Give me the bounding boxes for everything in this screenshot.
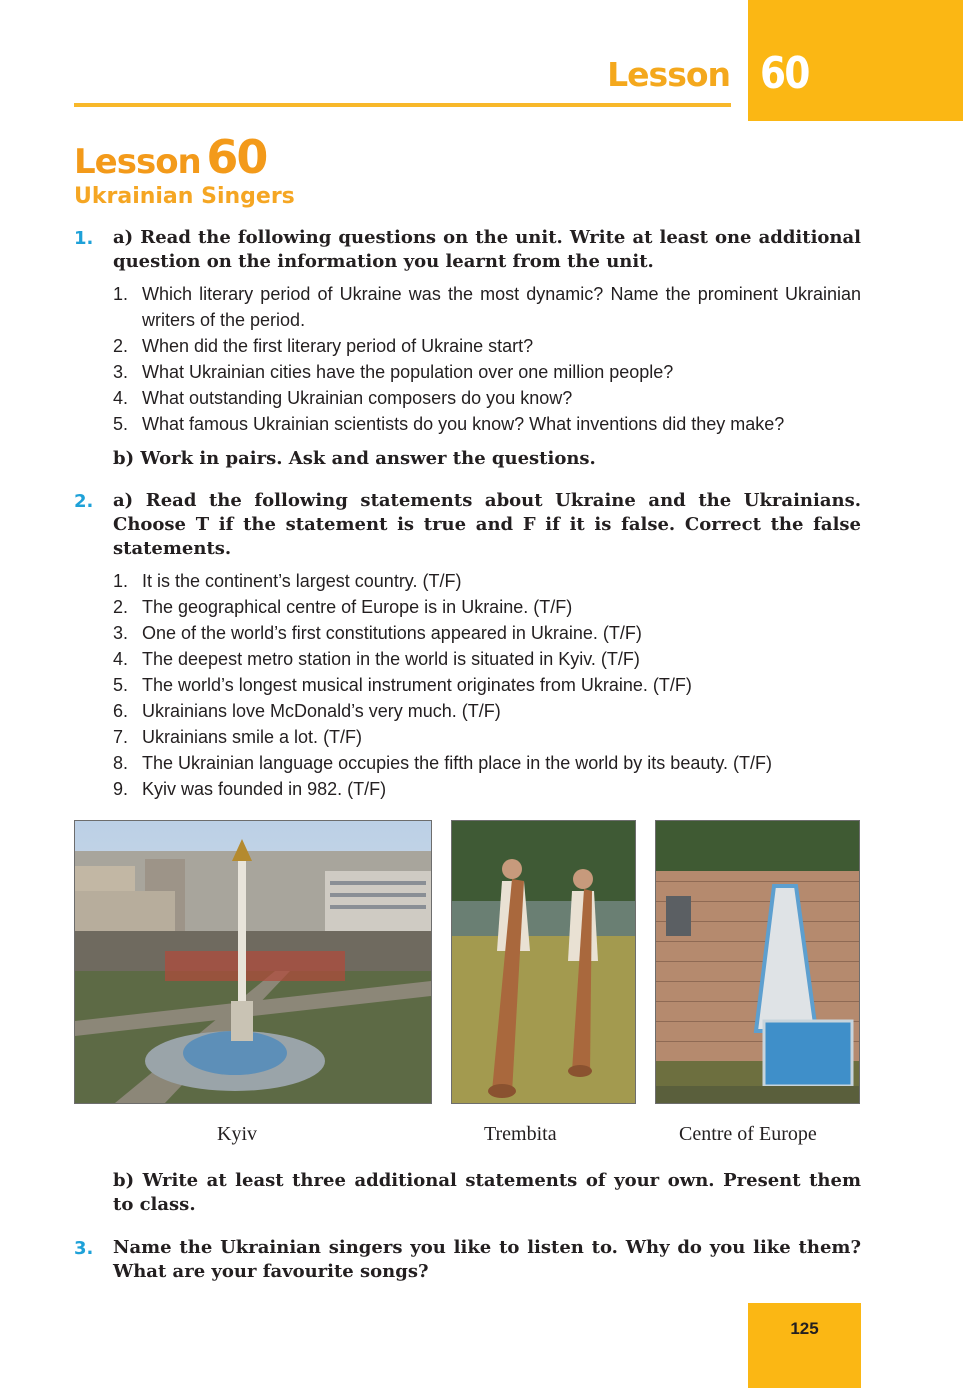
task-3-instruction: Name the Ukrainian singers you like to listen to. Why do you like them? What are your favourite songs?	[113, 1237, 861, 1282]
trembita-caption: Trembita	[484, 1123, 557, 1145]
task-2-statement-list	[113, 568, 861, 802]
header-lesson-number: 60	[760, 48, 809, 99]
header-rule	[74, 103, 731, 107]
centre-of-europe-caption: Centre of Europe	[679, 1123, 817, 1145]
list-item: 2. When did the first literary period of Ukraine start?	[113, 336, 534, 356]
trembita-photo	[451, 820, 636, 1104]
page-number: 125	[790, 1319, 819, 1338]
task-1b-instruction: b) Work in pairs. Ask and answer the questions.	[113, 448, 596, 469]
task-2a-instruction: a) Read the following statements about Ukraine and the Ukrainians. Choose T if the statement is true and F if it is false. Correct the false statements.	[113, 490, 861, 559]
list-item: 1. It is the continent’s largest country. (T/F)	[113, 571, 462, 591]
kyiv-caption: Kyiv	[217, 1123, 257, 1145]
list-item: 9. Kyiv was founded in 982. (T/F)	[113, 779, 387, 799]
task-2-number: 2.	[74, 491, 94, 512]
list-item: 2. The geographical centre of Europe is in Ukraine. (T/F)	[113, 597, 573, 617]
page-number-box	[748, 1303, 861, 1388]
list-item: 4. What outstanding Ukrainian composers do you know?	[113, 388, 573, 408]
task-2b-instruction: b) Write at least three additional statements of your own. Present them to class.	[113, 1170, 861, 1215]
list-item: 8. The Ukrainian language occupies the fifth place in the world by its beauty. (T/F)	[113, 753, 772, 773]
page-title-word: Lesson	[74, 142, 201, 182]
trembita-photo-illustration	[452, 821, 635, 1103]
list-item: 5. The world’s longest musical instrument originates from Ukraine. (T/F)	[113, 675, 692, 695]
page-subtitle: Ukrainian Singers	[74, 184, 295, 209]
list-item: 7. Ukrainians smile a lot. (T/F)	[113, 727, 363, 747]
kyiv-photo	[74, 820, 432, 1104]
header-lesson-word: Lesson	[607, 55, 730, 94]
list-item: 3. One of the world’s first constitutions appeared in Ukraine. (T/F)	[113, 623, 642, 643]
list-item: 1. Which literary period of Ukraine was the most dynamic? Name the prominent Ukrainian writers of the period.	[113, 284, 861, 330]
kyiv-photo-illustration	[75, 821, 431, 1103]
list-item: 5. What famous Ukrainian scientists do you know? What inventions did they make?	[113, 414, 785, 434]
task-1a-instruction: a) Read the following questions on the unit. Write at least one additional question on the information you learnt from the unit.	[113, 227, 861, 272]
task-3-number: 3.	[74, 1238, 94, 1259]
page-title	[74, 130, 266, 184]
centre-of-europe-photo-illustration	[656, 821, 859, 1103]
centre-of-europe-photo	[655, 820, 860, 1104]
list-item: 6. Ukrainians love McDonald’s very much. (T/F)	[113, 701, 501, 721]
list-item: 3. What Ukrainian cities have the population over one million people?	[113, 362, 674, 382]
page-title-number: 60	[206, 130, 267, 184]
task-1-question-list	[113, 281, 861, 437]
list-item: 4. The deepest metro station in the world is situated in Kyiv. (T/F)	[113, 649, 640, 669]
task-1-number: 1.	[74, 228, 94, 249]
